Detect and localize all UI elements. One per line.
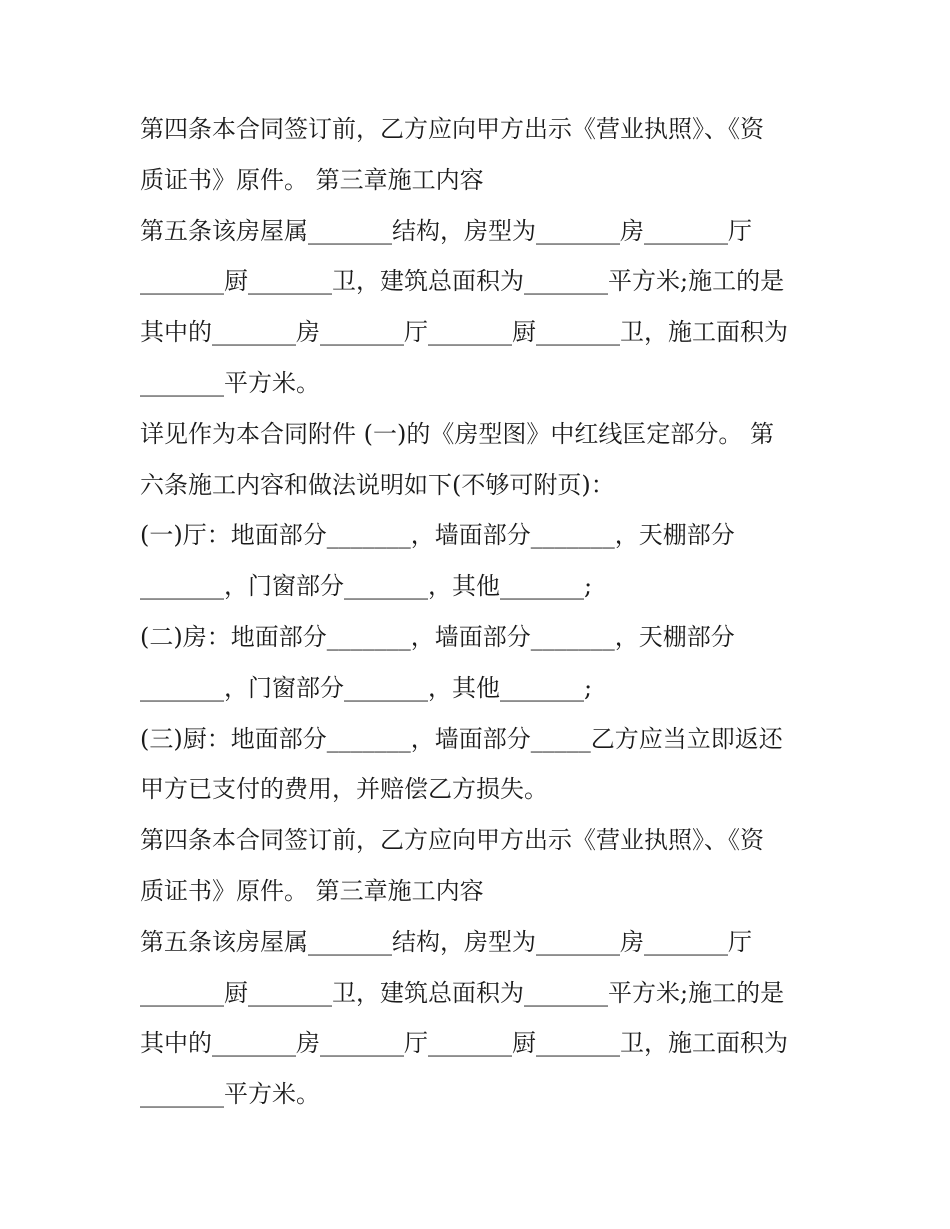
text-line: 六条施工内容和做法说明如下(不够可附页)： xyxy=(140,470,615,499)
text-line: _______厨_______卫，建筑总面积为_______平方米;施工的是 xyxy=(140,267,785,296)
text-line: 详见作为本合同附件 (一)的《房型图》中红线匡定部分。 第 xyxy=(140,419,774,448)
text-line: 其中的_______房_______厅_______厨_______卫，施工面积为 xyxy=(140,318,788,347)
text-line: _______厨_______卫，建筑总面积为_______平方米;施工的是 xyxy=(140,978,785,1007)
document-body xyxy=(140,104,830,1120)
text-line: 质证书》原件。 第三章施工内容 xyxy=(140,165,484,194)
text-line: _______平方米。 xyxy=(140,1080,320,1109)
text-line: 甲方已支付的费用，并赔偿乙方损失。 xyxy=(140,775,548,804)
text-line: _______平方米。 xyxy=(140,368,320,397)
text-line: 其中的_______房_______厅_______厨_______卫，施工面积为 xyxy=(140,1029,788,1058)
text-line: _______，门窗部分_______，其他_______; xyxy=(140,572,593,601)
text-line: 第四条本合同签订前，乙方应向甲方出示《营业执照》、《资 xyxy=(140,115,764,143)
text-line: (一)厅：地面部分_______，墙面部分_______，天棚部分 xyxy=(140,521,735,550)
text-line: 质证书》原件。 第三章施工内容 xyxy=(140,876,484,905)
text-line: 第五条该房屋属_______结构，房型为_______房_______厅 xyxy=(140,927,752,956)
text-line: (三)厨：地面部分_______，墙面部分_____乙方应当立即返还 xyxy=(140,724,783,753)
text-line: 第五条该房屋属_______结构，房型为_______房_______厅 xyxy=(140,216,752,245)
text-line: (二)房：地面部分_______，墙面部分_______，天棚部分 xyxy=(140,622,735,651)
text-line: 第四条本合同签订前，乙方应向甲方出示《营业执照》、《资 xyxy=(140,826,764,855)
text-line: _______，门窗部分_______，其他_______; xyxy=(140,673,593,702)
